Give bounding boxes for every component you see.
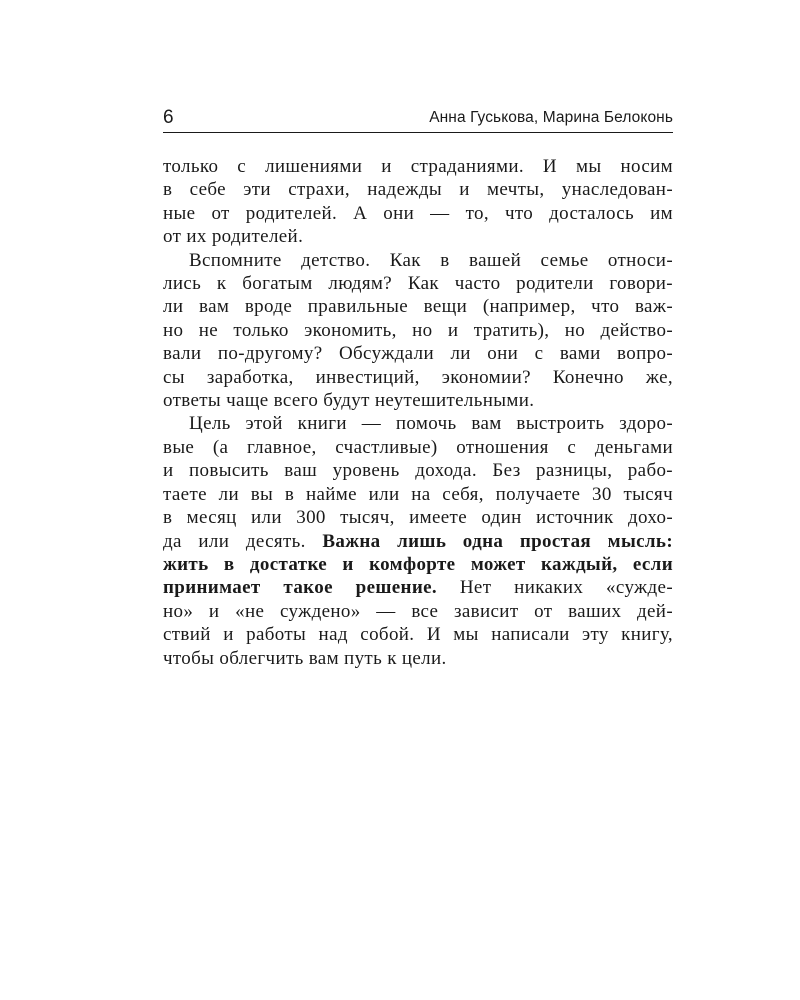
- text-line: ствий и работы над собой. И мы написали эту книгу,: [163, 624, 673, 646]
- text-line: в месяц или 300 тысяч, имеете один источник дохо-: [163, 507, 673, 529]
- page-number: 6: [163, 107, 174, 128]
- emphasis-text: принимает такое решение.: [163, 577, 438, 599]
- text-line: Цель этой книги — помочь вам выстроить здоро-: [189, 413, 673, 435]
- text-run: да или десять.: [163, 530, 323, 552]
- text-line: [163, 576, 673, 599]
- text-line: таете ли вы в найме или на себя, получаете 30 тысяч: [163, 483, 673, 505]
- text-line: чтобы облегчить вам путь к цели.: [163, 647, 447, 669]
- text-line: вали по-другому? Обсуждали ли они с вами вопро-: [163, 343, 673, 365]
- text-line: Вспомните детство. Как в вашей семье относи-: [189, 249, 673, 271]
- body-text: [163, 155, 673, 670]
- text-line: и повысить ваш уровень дохода. Без разницы, рабо-: [163, 460, 673, 482]
- text-line: ответы чаще всего будут неутешительными.: [163, 390, 535, 412]
- emphasis-text: жить в достатке и комфорте может каждый, если: [163, 553, 673, 575]
- text-line: но» и «не суждено» — все зависит от ваших дей-: [163, 600, 673, 622]
- running-head: Анна Гуськова, Марина Белоконь: [429, 109, 673, 126]
- text-line: только с лишениями и страданиями. И мы носим: [163, 156, 673, 177]
- text-run: Нет никаких «сужде-: [437, 577, 673, 599]
- text-line: ные от родителей. А они — то, что досталось им: [163, 202, 673, 224]
- text-line: вые (а главное, счастливые) отношения с деньгами: [163, 436, 673, 458]
- text-line: в себе эти страхи, надежды и мечты, унаследован-: [163, 179, 673, 201]
- text-line: сы заработка, инвестиций, экономии? Конечно же,: [163, 366, 673, 388]
- text-line: [163, 530, 673, 553]
- emphasis-text: Важна лишь одна простая мысль:: [322, 530, 673, 552]
- text-line: ли вам вроде правильные вещи (например, что важ-: [163, 296, 673, 318]
- text-line: от их родителей.: [163, 226, 304, 248]
- page-header: [163, 106, 673, 133]
- text-line: лись к богатым людям? Как часто родители говори-: [163, 273, 673, 295]
- text-line: но не только экономить, но и тратить), но действо-: [163, 319, 673, 341]
